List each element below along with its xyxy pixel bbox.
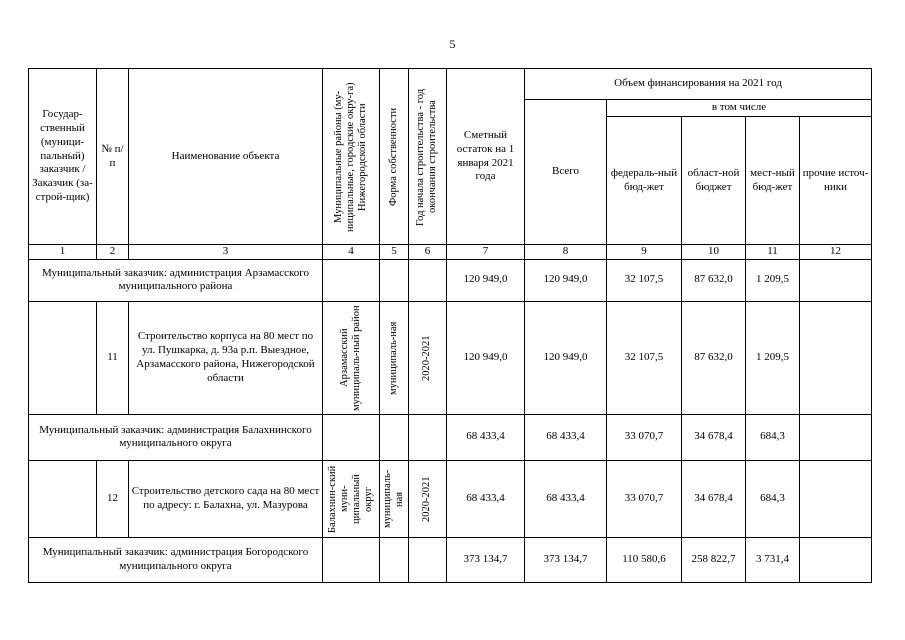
header-ownership-cell	[380, 69, 409, 245]
federal-cell: 110 580,6	[607, 537, 682, 582]
empty-cell	[323, 537, 380, 582]
local-cell: 1 209,5	[746, 301, 800, 414]
years-cell	[409, 301, 447, 414]
column-number: 6	[409, 245, 447, 260]
column-number: 2	[97, 245, 129, 260]
object-name: Строительство детского сада на 80 мест по адресу: г. Балахна, ул. Мазурова	[129, 460, 323, 537]
estimate-cell: 120 949,0	[447, 259, 525, 301]
empty-cell	[409, 537, 447, 582]
federal-cell: 33 070,7	[607, 460, 682, 537]
federal-cell: 32 107,5	[607, 301, 682, 414]
estimate-cell: 120 949,0	[447, 301, 525, 414]
header-financing: Объем финансирования на 2021 год	[525, 69, 872, 100]
local-cell: 684,3	[746, 460, 800, 537]
years-text: 2020-2021	[421, 476, 433, 522]
column-number: 9	[607, 245, 682, 260]
header-including: в том числе	[607, 100, 872, 117]
years-cell	[409, 460, 447, 537]
table-row-item	[29, 301, 872, 414]
header-years: Год начала строительства - год окончания строительства	[415, 87, 439, 226]
regional-cell: 34 678,4	[682, 460, 746, 537]
federal-cell: 32 107,5	[607, 259, 682, 301]
header-federal: федераль-ный бюд-жет	[607, 117, 682, 245]
total-cell: 373 134,7	[525, 537, 607, 582]
header-object-name: Наименование объекта	[129, 69, 323, 245]
empty-cell	[380, 537, 409, 582]
estimate-cell: 373 134,7	[447, 537, 525, 582]
header-district: Муниципальные районы (му-ниципальные, городские окру-га) Нижегородской области	[332, 81, 369, 232]
local-cell: 684,3	[746, 414, 800, 460]
local-cell: 1 209,5	[746, 259, 800, 301]
ownership-cell	[380, 301, 409, 414]
group-customer-label: Муниципальный заказчик: администрация Балахнинского муниципального округа	[29, 414, 323, 460]
table-row-group	[29, 259, 872, 301]
page-number: 5	[449, 37, 456, 51]
header-total: Всего	[525, 100, 607, 245]
table-row-item	[29, 460, 872, 537]
header-estimate: Сметный остаток на 1 января 2021 года	[447, 69, 525, 245]
group-customer-label: Муниципальный заказчик: администрация Богородского муниципального округа	[29, 537, 323, 582]
ownership-text: муниципаль-ная	[382, 469, 406, 528]
empty-cell	[380, 414, 409, 460]
header-ownership: Форма собственности	[387, 107, 399, 206]
column-number: 12	[800, 245, 872, 260]
regional-cell: 34 678,4	[682, 414, 746, 460]
district-cell	[323, 460, 380, 537]
regional-cell: 87 632,0	[682, 259, 746, 301]
ownership-cell	[380, 460, 409, 537]
header-years-cell	[409, 69, 447, 245]
other-cell	[800, 414, 872, 460]
header-local: мест-ный бюд-жет	[746, 117, 800, 245]
financing-table	[28, 68, 872, 583]
header-other: прочие источ-ники	[800, 117, 872, 245]
estimate-cell: 68 433,4	[447, 460, 525, 537]
other-cell	[800, 460, 872, 537]
table-row-group	[29, 537, 872, 582]
column-number: 11	[746, 245, 800, 260]
total-cell: 120 949,0	[525, 259, 607, 301]
column-number: 10	[682, 245, 746, 260]
total-cell: 68 433,4	[525, 460, 607, 537]
empty-cell	[323, 259, 380, 301]
years-text: 2020-2021	[421, 335, 433, 381]
group-customer-label: Муниципальный заказчик: администрация Арзамасского муниципального района	[29, 259, 323, 301]
table-row-group	[29, 414, 872, 460]
item-number: 11	[97, 301, 129, 414]
empty-cell	[29, 460, 97, 537]
other-cell	[800, 259, 872, 301]
column-number: 3	[129, 245, 323, 260]
column-number: 1	[29, 245, 97, 260]
header-num: № п/п	[97, 69, 129, 245]
item-number: 12	[97, 460, 129, 537]
regional-cell: 258 822,7	[682, 537, 746, 582]
empty-cell	[323, 414, 380, 460]
total-cell: 68 433,4	[525, 414, 607, 460]
header-customer: Государ-ственный (муници-пальный) заказчик / Заказчик (за-строй-щик)	[29, 69, 97, 245]
empty-cell	[409, 259, 447, 301]
column-number-row	[29, 245, 872, 260]
column-number: 8	[525, 245, 607, 260]
header-regional: област-ной бюджет	[682, 117, 746, 245]
district-cell	[323, 301, 380, 414]
district-text: Арзамасский муниципаль-ный район	[338, 304, 362, 411]
empty-cell	[29, 301, 97, 414]
federal-cell: 33 070,7	[607, 414, 682, 460]
column-number: 5	[380, 245, 409, 260]
other-cell	[800, 537, 872, 582]
empty-cell	[409, 414, 447, 460]
total-cell: 120 949,0	[525, 301, 607, 414]
header-district-cell	[323, 69, 380, 245]
ownership-text: муниципаль-ная	[387, 321, 399, 395]
column-number: 7	[447, 245, 525, 260]
regional-cell: 87 632,0	[682, 301, 746, 414]
district-text: Балахнин-ский муни-ципальный округ	[326, 465, 375, 533]
object-name: Строительство корпуса на 80 мест по ул. Пушкарка, д. 93а р.п. Выездное, Арзамасского района, Нижегородской области	[129, 301, 323, 414]
local-cell: 3 731,4	[746, 537, 800, 582]
empty-cell	[380, 259, 409, 301]
other-cell	[800, 301, 872, 414]
estimate-cell: 68 433,4	[447, 414, 525, 460]
column-number: 4	[323, 245, 380, 260]
